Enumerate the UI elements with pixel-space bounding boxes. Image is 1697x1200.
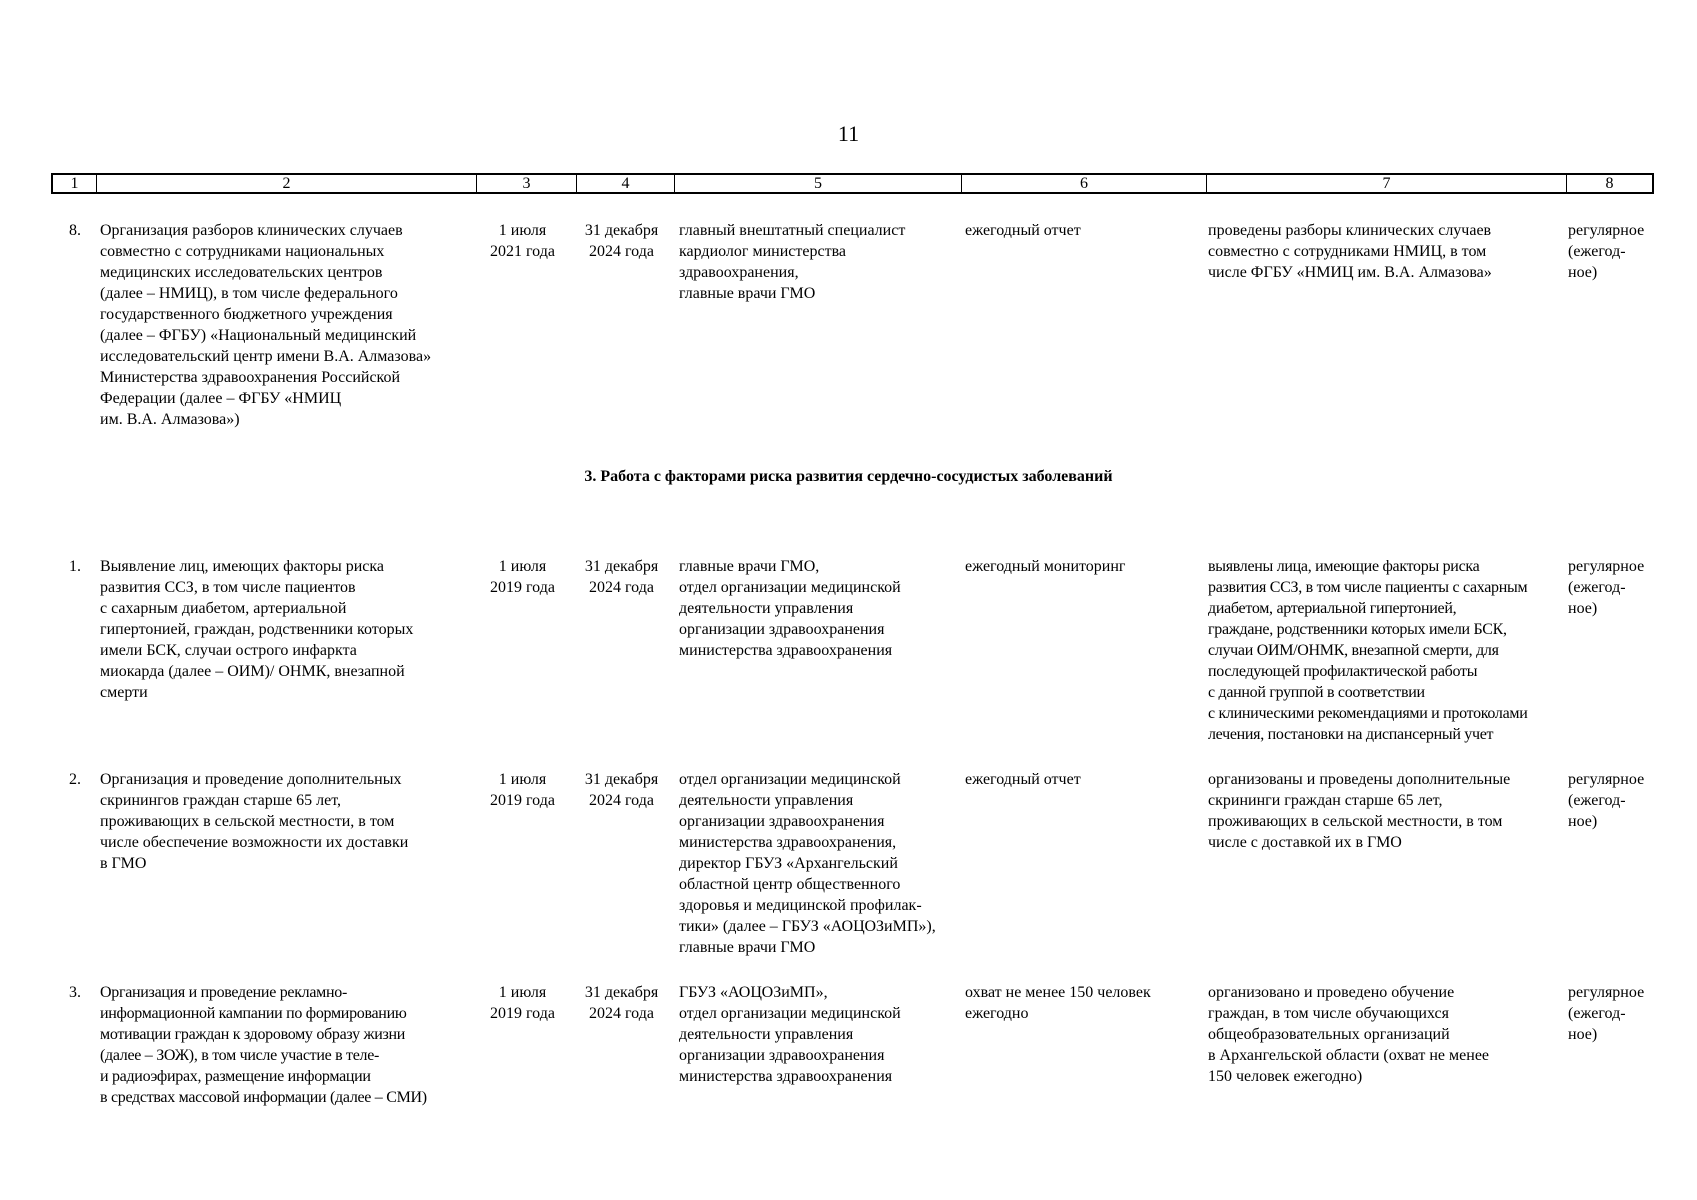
- result-cell: выявлены лица, имеющие факторы риска развития ССЗ, в том числе пациенты с сахарным диабетом, артериальной гипертонией, граждане, родственники которых имели БСК, случаи ОИМ/ОНМК, внезапной смерти, для последующей профилактической работы с данной группой в соответствии с клиническими рекомендациями и протоколами лечения, постановки на диспансерный учет: [1208, 558, 1528, 743]
- activity-cell: Организация и проведение рекламно- информационной кампании по формированию мотивации граждан к здоровому образу жизни (далее – ЗОЖ), в том числе участие в теле- и радиоэфирах, размещение информации в средствах массовой информации (далее – СМИ): [100, 984, 427, 1106]
- start-date-cell: 1 июля 2019 года: [490, 984, 555, 1022]
- frequency-cell: регулярное (ежегод- ное): [1568, 771, 1645, 830]
- column-number-1: 1: [70, 175, 79, 192]
- responsible-cell: ГБУЗ «АОЦОЗиМП», отдел организации медицинской деятельности управления организации здравоохранения министерства здравоохранения: [679, 984, 901, 1085]
- start-date-cell: 1 июля 2021 года: [490, 222, 555, 260]
- row-number: 8.: [69, 222, 81, 239]
- start-date-cell: 1 июля 2019 года: [490, 771, 555, 809]
- column-number-3: 3: [476, 175, 576, 192]
- row-number: 3.: [69, 984, 81, 1001]
- column-number-5: 5: [674, 175, 961, 192]
- end-date-cell: 31 декабря 2024 года: [584, 558, 659, 596]
- responsible-cell: главный внештатный специалист кардиолог министерства здравоохранения, главные врачи ГМО: [679, 222, 906, 302]
- result-cell: проведены разборы клинических случаев совместно с сотрудниками НМИЦ, в том числе ФГБУ «НМИЦ им. В.А. Алмазова»: [1208, 222, 1492, 281]
- frequency-cell: регулярное (ежегод- ное): [1568, 984, 1645, 1043]
- column-number-6: 6: [961, 175, 1206, 192]
- column-number-4: 4: [576, 175, 674, 192]
- responsible-cell: главные врачи ГМО, отдел организации медицинской деятельности управления организации здравоохранения министерства здравоохранения: [679, 558, 901, 659]
- start-date-cell: 1 июля 2019 года: [490, 558, 555, 596]
- end-date-cell: 31 декабря 2024 года: [584, 984, 659, 1022]
- activity-cell: Организация и проведение дополнительных скринингов граждан старше 65 лет, проживающих в сельской местности, в том числе обеспечение возможности их доставки в ГМО: [100, 771, 409, 872]
- indicator-cell: ежегодный мониторинг: [965, 558, 1126, 575]
- column-number-8: 8: [1566, 175, 1652, 192]
- frequency-cell: регулярное (ежегод- ное): [1568, 222, 1645, 281]
- column-number-2: 2: [96, 175, 476, 192]
- indicator-cell: ежегодный отчет: [965, 222, 1081, 239]
- section-title: 3. Работа с факторами риска развития сердечно-сосудистых заболеваний: [584, 468, 1113, 485]
- row-number: 1.: [69, 558, 81, 575]
- activity-cell: Выявление лиц, имеющих факторы риска развития ССЗ, в том числе пациентов с сахарным диабетом, артериальной гипертонией, граждан, родственники которых имели БСК, случаи острого инфаркта миокарда (далее – ОИМ)/ ОНМК, внезапной смерти: [100, 558, 414, 701]
- end-date-cell: 31 декабря 2024 года: [584, 222, 659, 260]
- column-number-7: 7: [1206, 175, 1566, 192]
- result-cell: организованы и проведены дополнительные скрининги граждан старше 65 лет, проживающих в сельской местности, в том числе с доставкой их в ГМО: [1208, 771, 1511, 851]
- row-number: 2.: [69, 771, 81, 788]
- end-date-cell: 31 декабря 2024 года: [584, 771, 659, 809]
- frequency-cell: регулярное (ежегод- ное): [1568, 558, 1645, 617]
- activity-cell: Организация разборов клинических случаев совместно с сотрудниками национальных медицинских исследовательских центров (далее – НМИЦ), в том числе федерального государственного бюджетного учреждения (далее – ФГБУ) «Национальный медицинский исследовательский центр имени В.А. Алмазова» Министерства здравоохранения Российской Федерации (далее – ФГБУ «НМИЦ им. В.А. Алмазова»): [100, 222, 432, 428]
- column-number-header: [51, 173, 1654, 194]
- indicator-cell: ежегодный отчет: [965, 771, 1081, 788]
- result-cell: организовано и проведено обучение граждан, в том числе обучающихся общеобразовательных организаций в Архангельской области (охват не менее 150 человек ежегодно): [1208, 984, 1490, 1085]
- page-number: 11: [837, 121, 860, 146]
- indicator-cell: охват не менее 150 человек ежегодно: [965, 984, 1151, 1022]
- responsible-cell: отдел организации медицинской деятельности управления организации здравоохранения министерства здравоохранения, директор ГБУЗ «Архангельский областной центр общественного здоровья и медицинской профилак- тики» (далее – ГБУЗ «АОЦОЗиМП»), главные врачи ГМО: [679, 771, 936, 956]
